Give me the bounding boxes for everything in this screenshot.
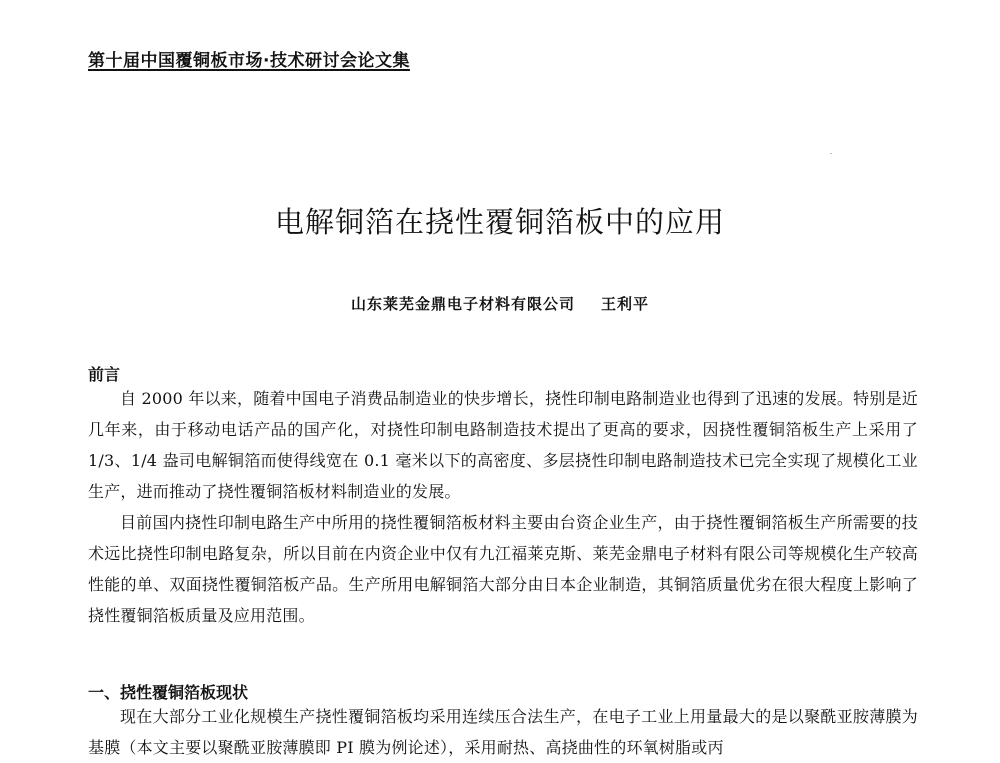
preface-paragraph-2: 目前国内挠性印制电路生产中所用的挠性覆铜箔板材料主要由台资企业生产，由于挠性覆铜箔板生产所需要的技术远比挠性印制电路复杂，所以目前在内资企业中仅有九江福莱克斯、莱芜金鼎电子材料有限公司等规模化生产较高性能的单、双面挠性覆铜箔板产品。生产所用电解铜箔大部分由日本企业制造，其铜箔质量优劣在很大程度上影响了挠性覆铜箔板质量及应用范围。 <box>88 513 918 625</box>
running-header: 第十届中国覆铜板市场·技术研讨会论文集 <box>88 51 410 71</box>
section-1-paragraph-1: 现在大部分工业化规模生产挠性覆铜箔板均采用连续压合法生产，在电子工业上用量最大的是以聚酰亚胺薄膜为基膜（本文主要以聚酰亚胺薄膜即 PI 膜为例论述），采用耐热、高挠曲性的环氧树脂或丙 <box>88 707 918 757</box>
affiliation: 山东莱芜金鼎电子材料有限公司 <box>350 295 575 313</box>
byline <box>0 293 1000 314</box>
preface-body <box>88 383 918 631</box>
section-1-body <box>88 701 918 763</box>
preface-paragraph-1: 自 2000 年以来，随着中国电子消费品制造业的快步增长，挠性印制电路制造业也得到了迅速的发展。特别是近几年来，由于移动电话产品的国产化，对挠性印制电路制造技术提出了更高的要求，因挠性覆铜箔板生产上采用了 1/3、1/4 盎司电解铜箔而使得线宽在 0.1 毫米以下的高密度、多层挠性印制电路制造技术已完全实现了规模化工业生产，进而推动了挠性覆铜箔板材料制造业的发展。 <box>88 389 918 501</box>
section-1-heading: 一、挠性覆铜箔板现状 <box>88 683 249 702</box>
paper-title: 电解铜箔在挠性覆铜箔板中的应用 <box>274 205 725 239</box>
scan-speck <box>830 153 832 154</box>
author-name: 王利平 <box>601 295 650 313</box>
preface-heading: 前言 <box>88 365 121 384</box>
